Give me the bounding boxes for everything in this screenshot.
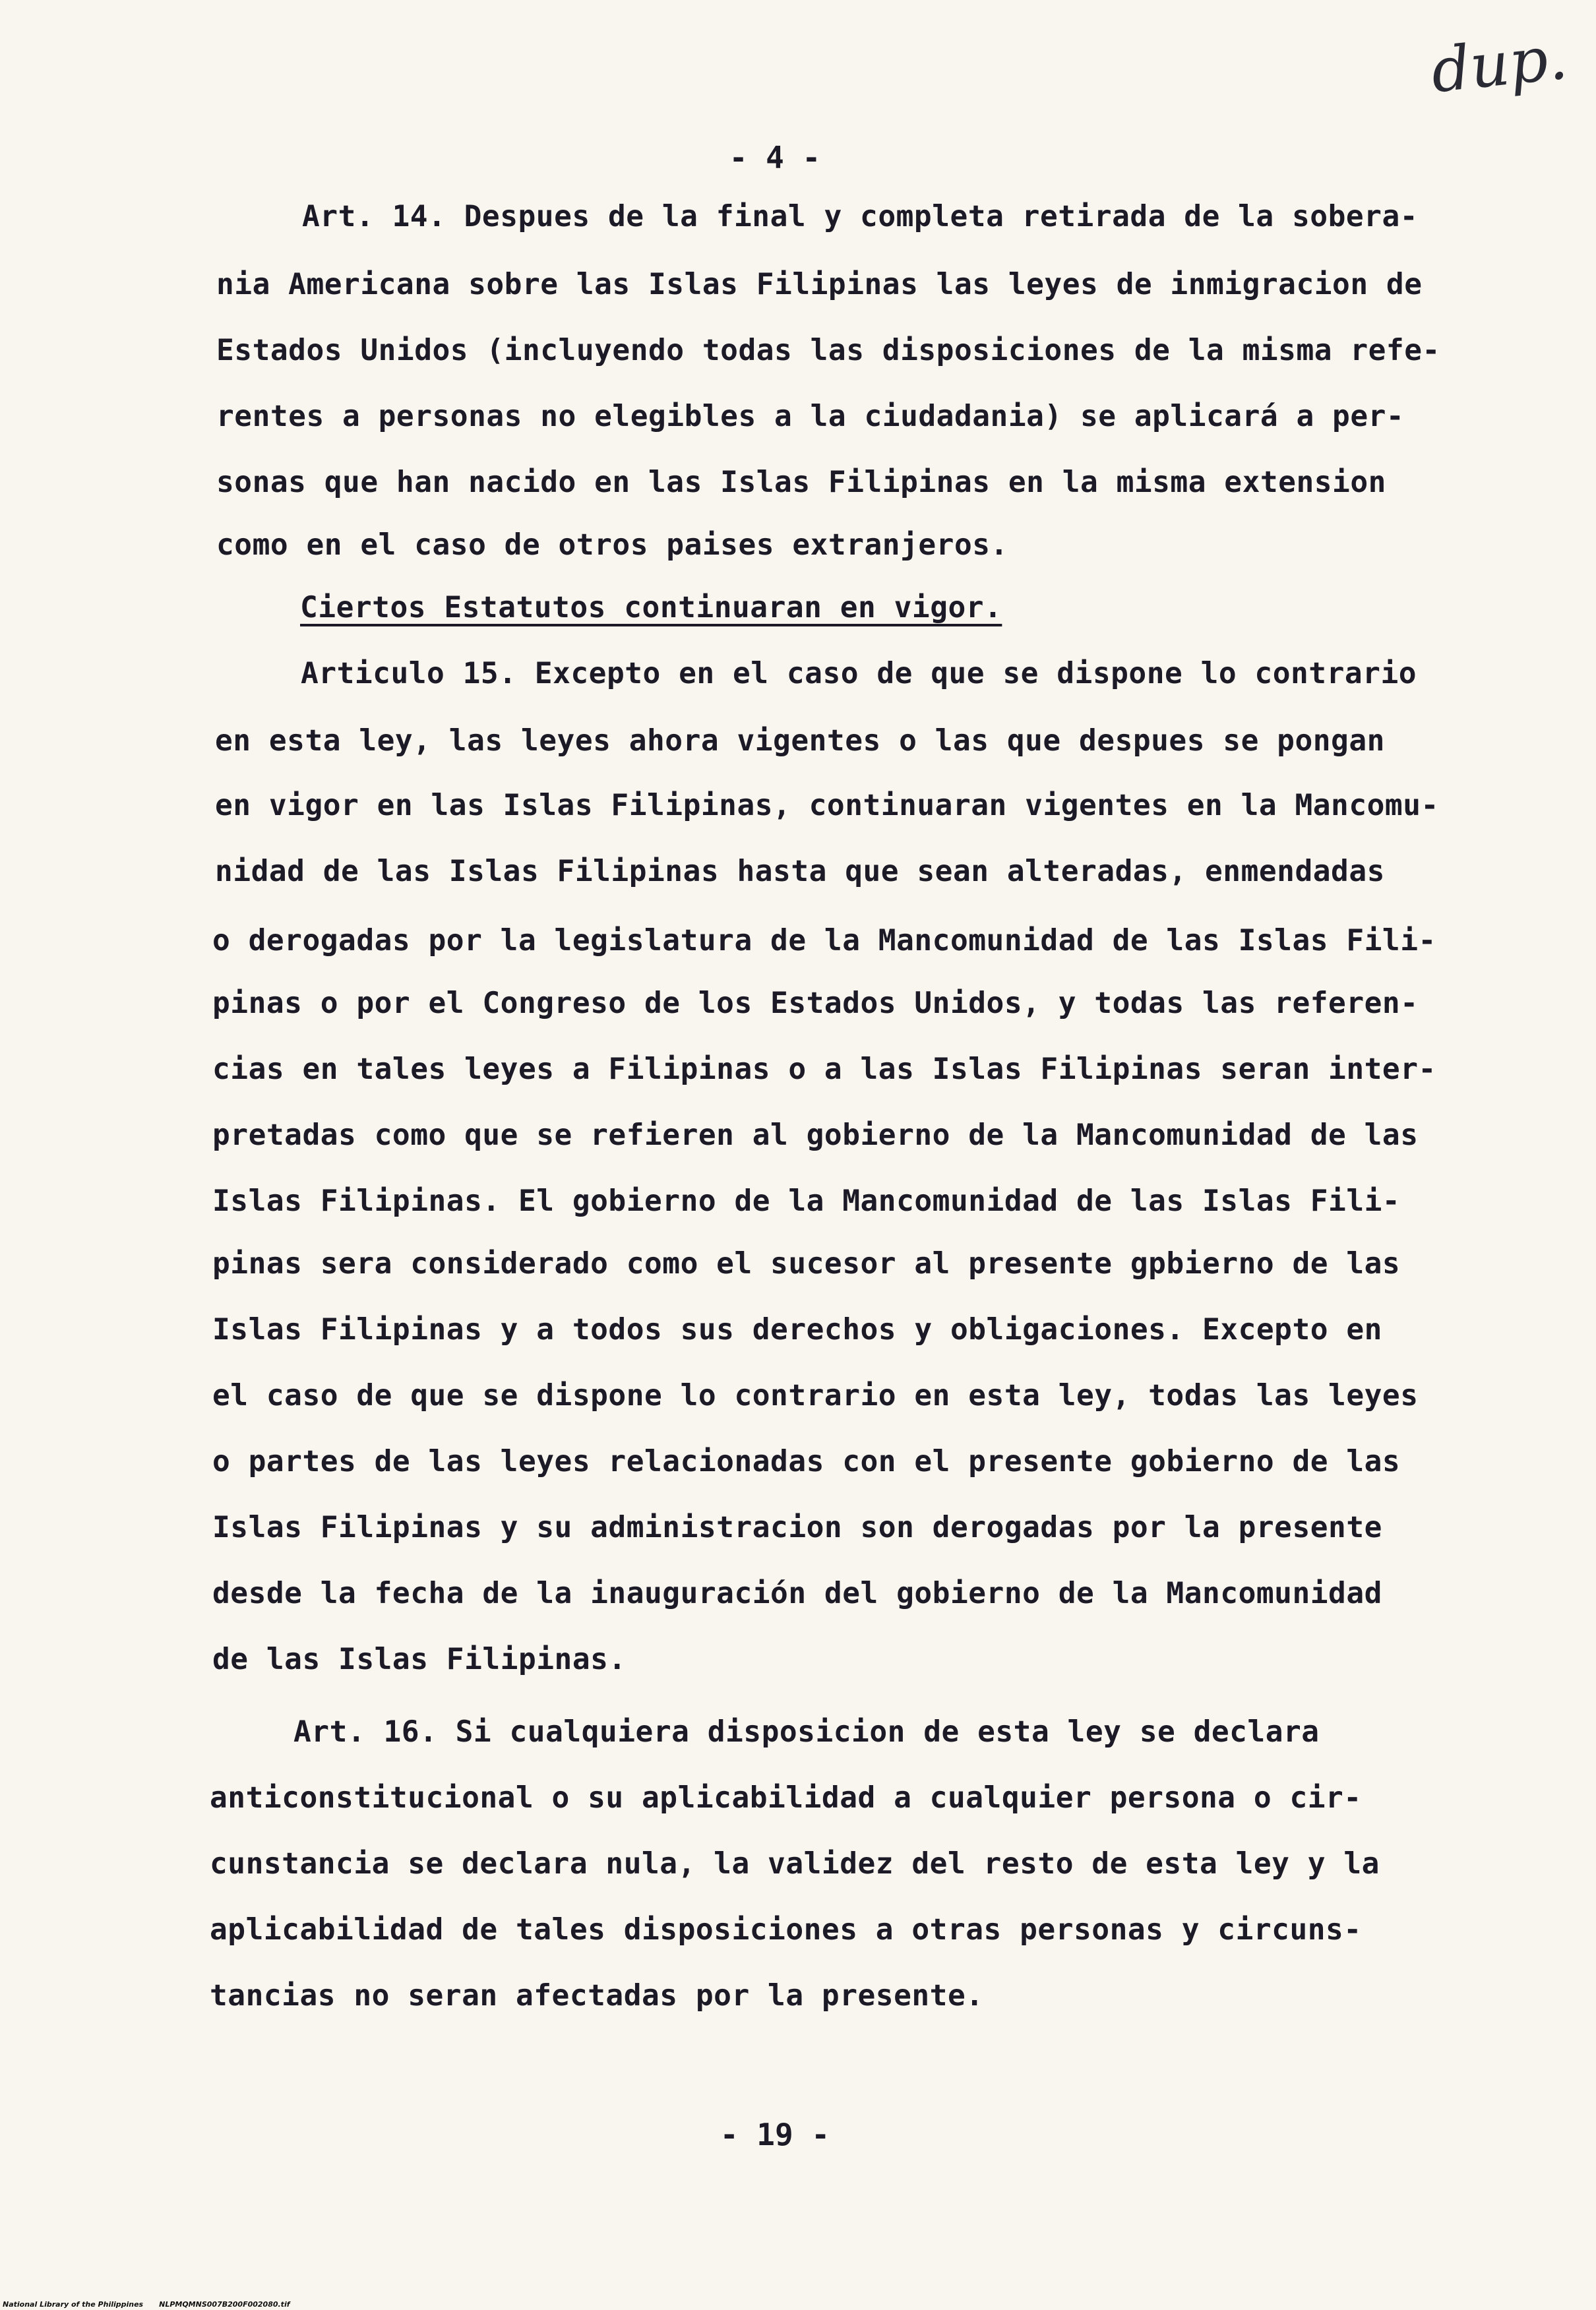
section-heading: Ciertos Estatutos continuaran en vigor. bbox=[300, 591, 1002, 624]
text-line: en esta ley, las leyes ahora vigentes o las que despues se pongan bbox=[215, 724, 1385, 758]
text-line: cunstancia se declara nula, la validez del resto de esta ley y la bbox=[210, 1847, 1380, 1881]
text-line: como en el caso de otros paises extranjeros. bbox=[216, 528, 1008, 562]
text-line: el caso de que se dispone lo contrario en esta ley, todas las leyes bbox=[212, 1379, 1419, 1413]
text-line: anticonstitucional o su aplicabilidad a cualquier persona o cir- bbox=[210, 1781, 1362, 1815]
page-number-bottom: - 19 - bbox=[720, 2117, 830, 2152]
text-line: tancias no seran afectadas por la presente. bbox=[210, 1979, 984, 2013]
text-line: Articulo 15. Excepto en el caso de que se dispone lo contrario bbox=[301, 657, 1417, 690]
text-line: desde la fecha de la inauguración del gobierno de la Mancomunidad bbox=[212, 1577, 1382, 1610]
text-line: pinas o por el Congreso de los Estados Unidos, y todas las referen- bbox=[212, 987, 1419, 1020]
text-line: Art. 14. Despues de la final y completa retirada de la sobera- bbox=[302, 200, 1419, 233]
text-line: Islas Filipinas y a todos sus derechos y obligaciones. Excepto en bbox=[212, 1313, 1382, 1347]
library-name: National Library of the Philippines bbox=[3, 2300, 144, 2309]
text-line: nidad de las Islas Filipinas hasta que sean alteradas, enmendadas bbox=[215, 855, 1385, 888]
text-line: cias en tales leyes a Filipinas o a las Islas Filipinas seran inter- bbox=[212, 1052, 1436, 1086]
text-line: sonas que han nacido en las Islas Filipinas en la misma extension bbox=[216, 466, 1386, 499]
handwritten-note: dup. bbox=[1428, 22, 1571, 107]
text-line: Islas Filipinas y su administracion son derogadas por la presente bbox=[212, 1511, 1382, 1544]
text-line: Islas Filipinas. El gobierno de la Mancomunidad de las Islas Fili- bbox=[212, 1184, 1401, 1218]
text-line: pretadas como que se refieren al gobierno de la Mancomunidad de las bbox=[212, 1118, 1419, 1152]
text-line: en vigor en las Islas Filipinas, continuaran vigentes en la Mancomu- bbox=[215, 789, 1439, 822]
text-line: aplicabilidad de tales disposiciones a otras personas y circuns- bbox=[210, 1913, 1362, 1947]
text-line: o partes de las leyes relacionadas con el presente gobierno de las bbox=[212, 1445, 1401, 1478]
text-line: nia Americana sobre las Islas Filipinas las leyes de inmigracion de bbox=[216, 268, 1423, 301]
text-line: o derogadas por la legislatura de la Mancomunidad de las Islas Fili- bbox=[212, 924, 1436, 957]
text-line: pinas sera considerado como el sucesor al presente gpbierno de las bbox=[212, 1247, 1401, 1281]
file-id: NLPMQMNS007B200F002080.tif bbox=[159, 2300, 290, 2309]
scan-footer bbox=[3, 2300, 290, 2309]
text-line: Estados Unidos (incluyendo todas las disposiciones de la misma refe- bbox=[216, 334, 1440, 367]
text-line: Art. 16. Si cualquiera disposicion de esta ley se declara bbox=[293, 1715, 1320, 1749]
text-line: de las Islas Filipinas. bbox=[212, 1643, 627, 1676]
page-number-top: - 4 - bbox=[729, 140, 821, 175]
text-line: rentes a personas no elegibles a la ciudadania) se aplicará a per- bbox=[216, 400, 1405, 433]
